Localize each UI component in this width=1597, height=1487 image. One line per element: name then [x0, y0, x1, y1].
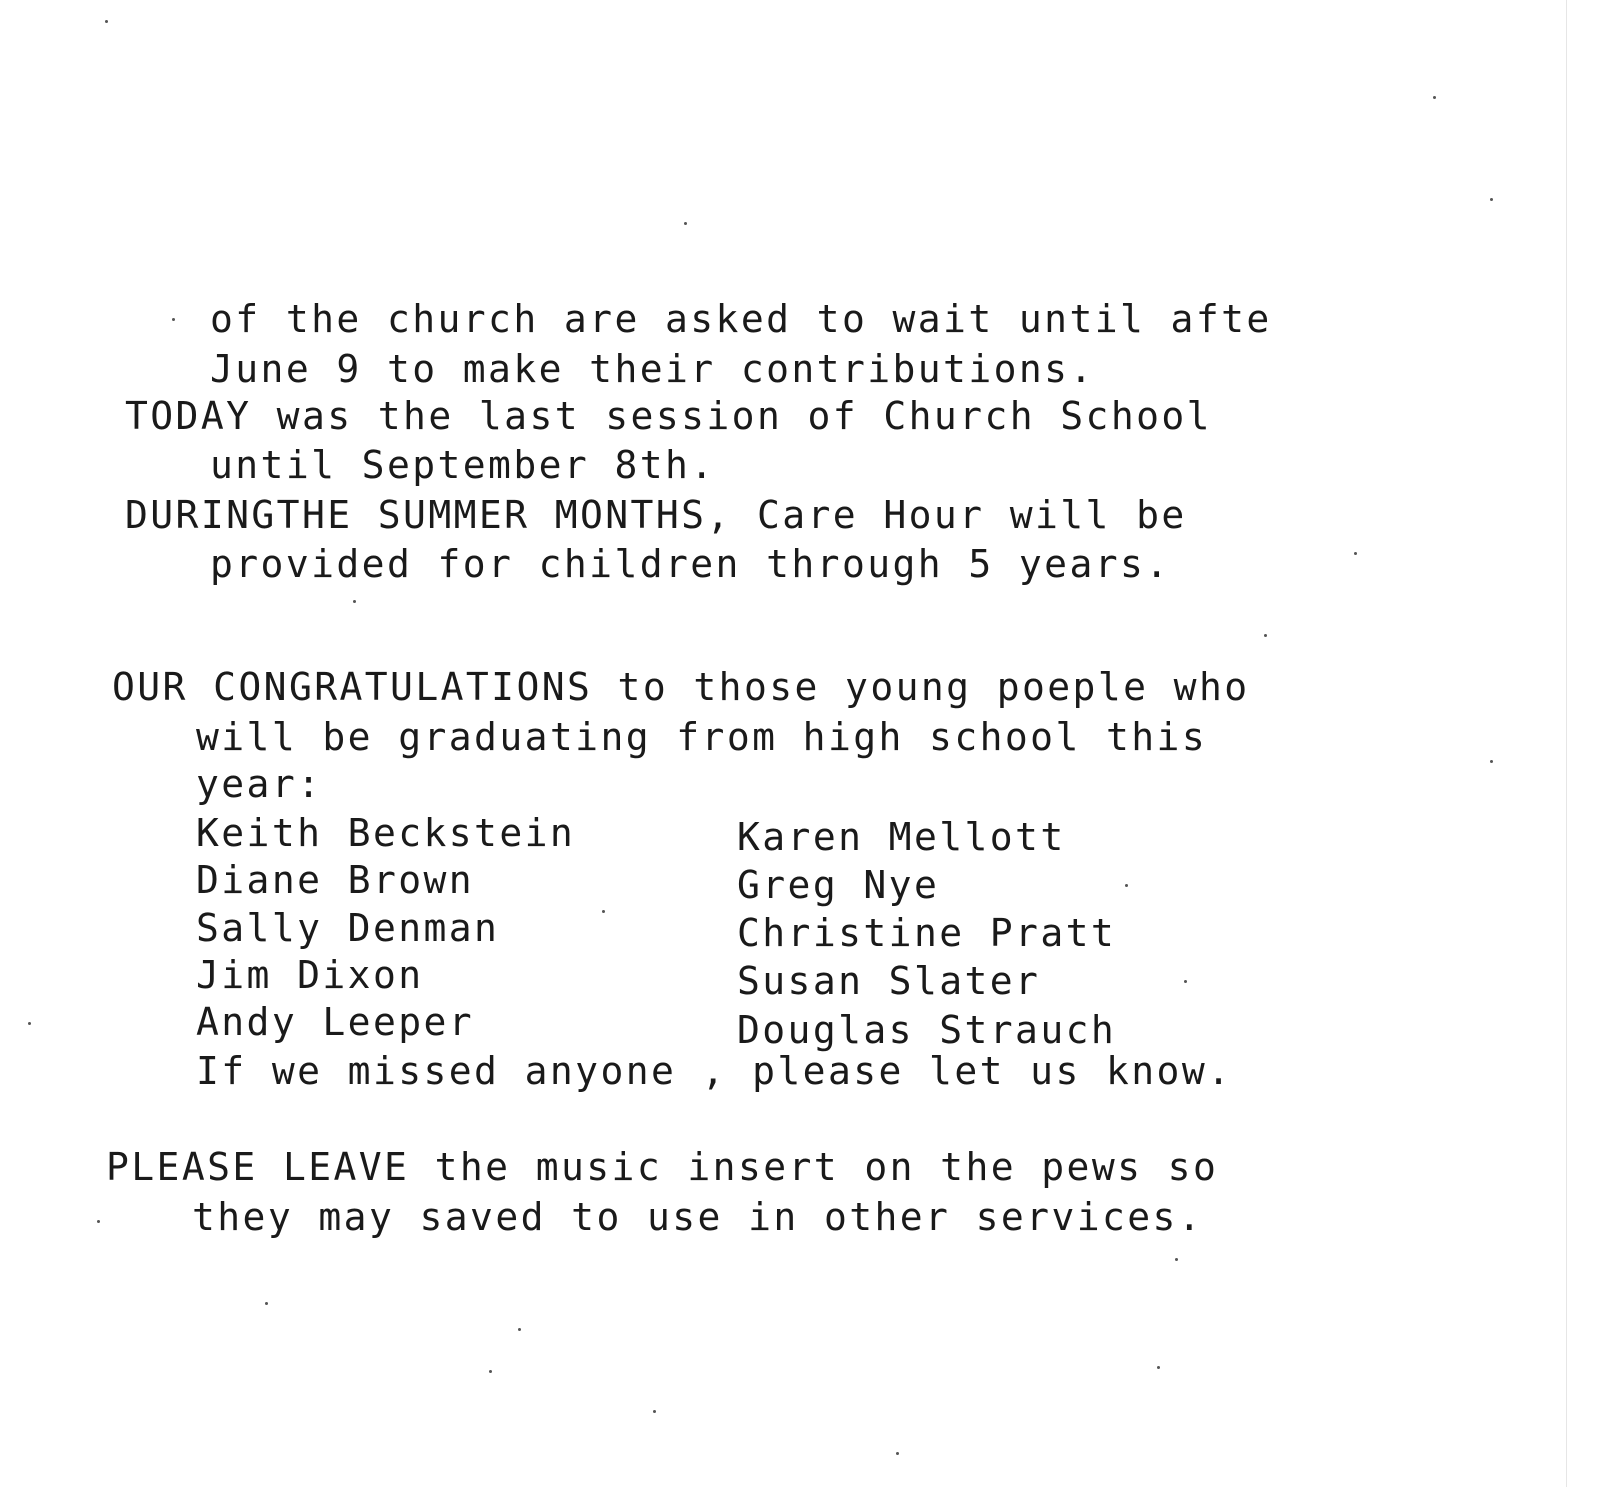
- congrats-line-3: year:: [196, 762, 323, 806]
- scan-speck: [684, 222, 687, 225]
- scan-speck: [353, 600, 356, 603]
- graduate-name: Susan Slater: [737, 959, 1041, 1003]
- scan-speck: [1490, 760, 1493, 763]
- music-line-1: PLEASE LEAVE the music insert on the pews so: [106, 1145, 1219, 1189]
- graduate-name: Keith Beckstein: [196, 811, 576, 855]
- graduate-name: Karen Mellott: [737, 815, 1066, 859]
- scan-speck: [1264, 634, 1267, 637]
- church-school-line-2: until September 8th.: [210, 443, 716, 487]
- scan-speck: [653, 1410, 656, 1413]
- intro-line-1: of the church are asked to wait until afte: [210, 297, 1272, 341]
- graduate-name: Sally Denman: [196, 906, 500, 950]
- graduate-name: Greg Nye: [737, 863, 940, 907]
- congrats-closing: If we missed anyone , please let us know.: [196, 1049, 1233, 1093]
- scan-speck: [97, 1220, 100, 1223]
- scan-speck: [489, 1370, 492, 1373]
- scan-speck: [172, 318, 175, 321]
- scan-speck: [105, 20, 108, 23]
- scan-edge: [1566, 0, 1567, 1487]
- scan-speck: [265, 1302, 268, 1305]
- scan-speck: [602, 910, 605, 913]
- music-line-2: they may saved to use in other services.: [192, 1195, 1204, 1239]
- scan-speck: [1175, 1258, 1178, 1261]
- graduate-name: Christine Pratt: [737, 911, 1117, 955]
- congrats-line-1: OUR CONGRATULATIONS to those young poeple who: [112, 665, 1250, 709]
- scan-speck: [1125, 884, 1128, 887]
- scan-speck: [1184, 980, 1187, 983]
- scan-speck: [1433, 96, 1436, 99]
- scan-speck: [518, 1328, 521, 1331]
- graduate-name: Andy Leeper: [196, 1000, 475, 1044]
- scan-speck: [1354, 552, 1357, 555]
- intro-line-2: June 9 to make their contributions.: [210, 347, 1095, 391]
- scan-speck: [1490, 198, 1493, 201]
- summer-line-2: provided for children through 5 years.: [210, 542, 1171, 586]
- summer-line-1: DURINGTHE SUMMER MONTHS, Care Hour will be: [125, 493, 1187, 537]
- church-school-line-1: TODAY was the last session of Church School: [125, 394, 1212, 438]
- graduate-name: Douglas Strauch: [737, 1008, 1117, 1052]
- graduate-name: Diane Brown: [196, 858, 475, 902]
- scan-speck: [896, 1452, 899, 1455]
- scan-speck: [1157, 1366, 1160, 1369]
- scan-speck: [28, 1022, 31, 1025]
- graduate-name: Jim Dixon: [196, 953, 424, 997]
- congrats-line-2: will be graduating from high school this: [196, 715, 1208, 759]
